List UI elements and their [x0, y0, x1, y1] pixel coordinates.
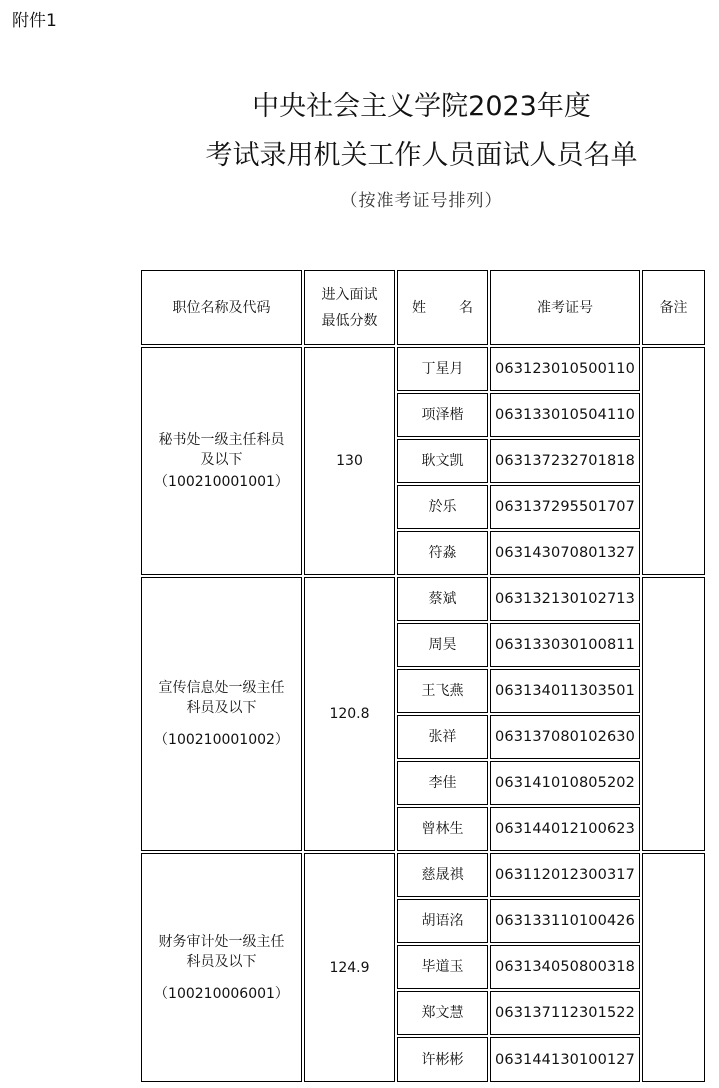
page-title-line2: 考试录用机关工作人员面试人员名单	[205, 140, 638, 171]
candidate-ticket: 063137232701818	[490, 439, 640, 483]
header-name-char1: 姓	[412, 299, 426, 316]
candidate-ticket: 063134011303501	[490, 669, 640, 713]
candidate-ticket: 063123010500110	[490, 347, 640, 391]
group-1-position-code: （100210001001）	[154, 474, 289, 490]
candidate-name: 许彬彬	[397, 1037, 488, 1082]
candidate-ticket: 063141010805202	[490, 761, 640, 805]
header-remark: 备注	[642, 270, 705, 345]
group-3-min-score: 124.9	[304, 853, 395, 1082]
candidate-name: 项泽楷	[397, 393, 488, 437]
candidate-name: 周昊	[397, 623, 488, 667]
candidate-ticket: 063133110100426	[490, 899, 640, 943]
candidate-name: 耿文凯	[397, 439, 488, 483]
header-ticket: 准考证号	[490, 270, 640, 345]
candidate-name: 符淼	[397, 531, 488, 575]
page-subtitle: （按准考证号排列）	[340, 191, 503, 211]
group-2-min-score: 120.8	[304, 577, 395, 851]
group-1-position-name: 秘书处一级主任科员及以下	[158, 432, 285, 468]
candidate-ticket: 063134050800318	[490, 945, 640, 989]
header-min-score-line2: 最低分数	[321, 312, 378, 329]
candidate-name: 丁星月	[397, 347, 488, 391]
header-min-score	[304, 270, 395, 345]
candidate-ticket: 063112012300317	[490, 853, 640, 897]
candidate-name: 蔡斌	[397, 577, 488, 621]
candidate-name: 李佳	[397, 761, 488, 805]
candidate-ticket: 063133010504110	[490, 393, 640, 437]
candidate-name: 张祥	[397, 715, 488, 759]
candidate-name: 王飞燕	[397, 669, 488, 713]
group-2-position-code: （100210001002）	[154, 732, 289, 748]
candidate-name: 曾林生	[397, 807, 488, 851]
group-1-position	[141, 347, 302, 575]
candidate-ticket: 063137080102630	[490, 715, 640, 759]
group-3-position-code: （100210006001）	[154, 985, 289, 1002]
header-name-char2: 名	[459, 299, 473, 316]
group-3-position	[141, 853, 302, 1082]
group-3-remark	[642, 853, 705, 1082]
candidate-ticket: 063143070801327	[490, 531, 640, 575]
group-1-min-score: 130	[304, 347, 395, 575]
group-2-position-name: 宣传信息处一级主任科员及以下	[158, 680, 285, 716]
candidate-name: 慈晟祺	[397, 853, 488, 897]
group-2-position	[141, 577, 302, 851]
candidate-ticket: 063144012100623	[490, 807, 640, 851]
header-min-score-line1: 进入面试	[321, 286, 378, 303]
group-3-position-name: 财务审计处一级主任科员及以下	[158, 933, 285, 970]
candidate-ticket: 063137295501707	[490, 485, 640, 529]
candidate-name: 胡语洺	[397, 899, 488, 943]
header-position: 职位名称及代码	[141, 270, 302, 345]
candidate-ticket: 063133030100811	[490, 623, 640, 667]
candidate-ticket: 063137112301522	[490, 991, 640, 1035]
group-1-remark	[642, 347, 705, 575]
candidate-ticket: 063132130102713	[490, 577, 640, 621]
candidate-name: 於乐	[397, 485, 488, 529]
page-title-line1: 中央社会主义学院2023年度	[252, 91, 591, 122]
candidate-name: 郑文慧	[397, 991, 488, 1035]
header-name	[397, 270, 488, 345]
candidate-ticket: 063144130100127	[490, 1037, 640, 1082]
candidate-name: 毕道玉	[397, 945, 488, 989]
attachment-label: 附件1	[12, 11, 57, 31]
group-2-remark	[642, 577, 705, 851]
